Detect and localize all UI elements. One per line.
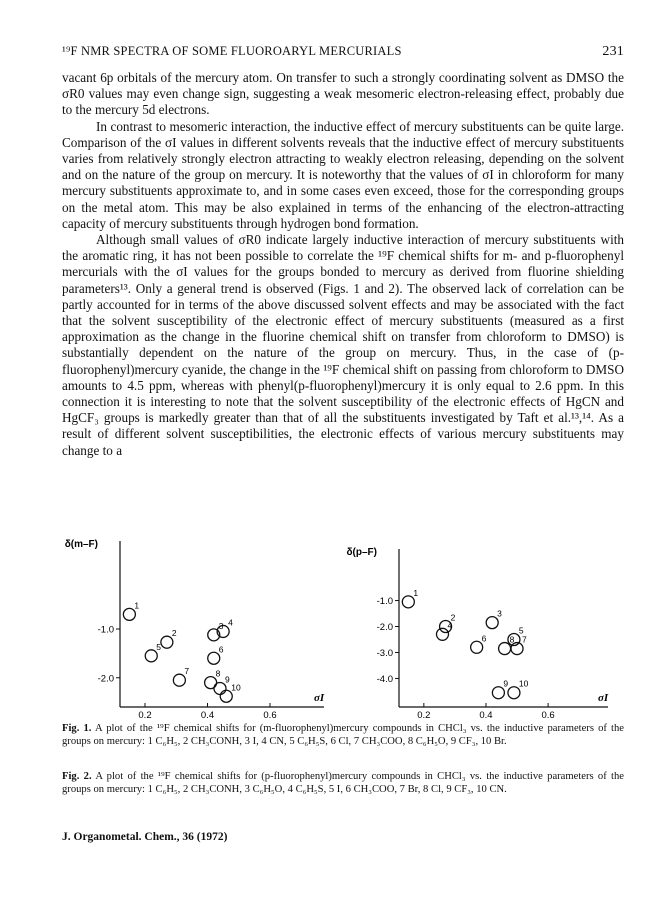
fig2-y-tick-label: -3.0 <box>376 647 393 659</box>
fig1-point-label: 5 <box>156 641 161 652</box>
fig1-point-label: 10 <box>231 682 241 693</box>
fig2-point-label: 10 <box>518 678 529 689</box>
fig1-point-label: 1 <box>134 600 140 611</box>
figure-2-caption <box>62 770 624 796</box>
figure-2-caption-text: A plot of the ¹⁹F chemical shifts for (p-fluorophenyl)mercury compounds in CHCl₃ vs. the inductive parameters of the groups on mercury: 1 C₆H₅, 2 CH₃CONH, 3 C₆H₅O, 4 C₆H₅S, 5 I, 6 CH₃COO, 7 Br, 8 Cl, 9 CF₃, 10 CN. <box>62 771 624 796</box>
fig2-point-label: 6 <box>481 633 487 644</box>
journal-footer: J. Organometal. Chem., 36 (1972) <box>62 831 228 843</box>
fig1-point-label: 7 <box>184 666 190 677</box>
figure-1-caption-text: A plot of the ¹⁹F chemical shifts for (m-fluorophenyl)mercury compounds in CHCl₃ vs. the inductive parameters of the groups on mercury: 1 C₆H₅, 2 CH₃CONH, 3 I, 4 CN, 5 C₆H₅S, 6 Cl, 7 CH₃COO, 8 C₆H₅O, 9 CF₃, 10 Br. <box>62 723 624 748</box>
fig1-y-tick-label: -2.0 <box>97 673 114 685</box>
paragraph-2: In contrast to mesomeric interaction, the inductive effect of mercury substituents can be quite large. Comparison of the σI values in different solvents reveals that the inductive effect of mercury substituents varies from relatively strongly electron attracting to weakly electron releasing, depending on the solvent and on the nature of the group on mercury. It is noteworthy that the values of σI in chloroform for many mercury substituents approximate to, and in some cases even exceed, those for the corresponding groups on the metal atom. This may be also explained in terms of the enhancing of the electron-attracting capacity of mercury substituents through hydrogen bond formation. <box>62 118 624 231</box>
fig1-x-tick-label: 0.6 <box>263 710 277 721</box>
fig2-x-tick-label: 0.2 <box>417 710 431 721</box>
paragraph-3: Although small values of σR0 indicate largely inductive interaction of mercury substituents with the aromatic ring, it has not been possible to correlate the ¹⁹F chemical shifts for m- and p-fluorophenyl mercurials with the σI values for the groups bonded to mercury as derived from fluorine shielding parameters¹³. Only a general trend is observed (Figs. 1 and 2). The observed lack of correlation can be partly accounted for in terms of the above discussed solvent effects and may be associated with the fact that the solvent susceptibility of the electronic effect of mercury substituents (measured as a first approximation as the change in the fluorine chemical shift on transfer from chloroform to DMSO) is substantially dependent on the nature of the group on mercury. Thus, in the case of (p-fluorophenyl)mercury cyanide, the change in the ¹⁹F chemical shift on passing from chloroform to DMSO amounts to 4.5 ppm, whereas with phenyl(p-fluorophenyl)mercury it is only equal to 2.6 ppm. In this connection it is interesting to note that the solvent susceptibility of the electronic effects of HgCN and HgCF₃ groups is markedly greater than that of all the substituents investigated by Taft et al.¹³,¹⁴. As a result of different solvent susceptibilities, the electronic effects of various mercury substituents may change to a <box>62 232 624 458</box>
fig1-point-label: 6 <box>218 644 224 655</box>
figure-svg <box>62 537 624 723</box>
fig2-x-title: σI <box>598 692 609 704</box>
fig2-point-label: 8 <box>509 634 515 645</box>
paragraph-1: vacant 6p orbitals of the mercury atom. On transfer to such a strongly coordinating solvent as DMSO the σR0 values may even change sign, suggesting a weak mesomeric electron-releasing effect, probably due to the mercury 5d electrons. <box>62 70 624 118</box>
fig2-y-tick-label: -4.0 <box>376 673 393 685</box>
fig2-point-label: 4 <box>447 620 453 631</box>
body-text <box>62 70 624 459</box>
fig1-x-title: σI <box>314 692 325 704</box>
fig2-point-label: 9 <box>503 678 509 689</box>
figures-row <box>62 537 624 723</box>
fig2-y-title: δ(p–F) <box>346 547 377 558</box>
fig1-point-label: 8 <box>215 668 221 679</box>
running-header <box>62 44 624 62</box>
fig1-y-title: δ(m–F) <box>64 539 98 550</box>
fig2-y-tick-label: -2.0 <box>376 622 393 634</box>
fig2-point-label: 3 <box>497 608 502 619</box>
running-title: ¹⁹F NMR SPECTRA OF SOME FLUOROARYL MERCURIALS <box>62 44 402 58</box>
fig2-y-tick-label: -1.0 <box>376 596 393 608</box>
fig1-y-tick-label: -1.0 <box>97 624 114 636</box>
figure-1-label: Fig. 1. <box>62 723 92 734</box>
fig1-point-label: 2 <box>171 628 177 639</box>
page-number: 231 <box>602 44 624 59</box>
fig2-point-label: 2 <box>450 612 456 623</box>
figure-1-caption <box>62 722 624 748</box>
fig2-point-label: 1 <box>413 587 419 598</box>
fig2-point-label: 5 <box>518 625 524 636</box>
fig1-point-label: 3 <box>218 620 224 631</box>
fig1-x-tick-label: 0.2 <box>138 710 152 721</box>
fig1-point-label: 9 <box>225 674 230 685</box>
fig1-x-tick-label: 0.4 <box>200 710 215 721</box>
fig2-x-tick-label: 0.6 <box>541 710 555 721</box>
figure-2-label: Fig. 2. <box>62 771 92 782</box>
fig2-point-label: 7 <box>522 634 527 645</box>
fig2-x-tick-label: 0.4 <box>479 710 493 721</box>
fig1-point-label: 4 <box>228 617 233 628</box>
